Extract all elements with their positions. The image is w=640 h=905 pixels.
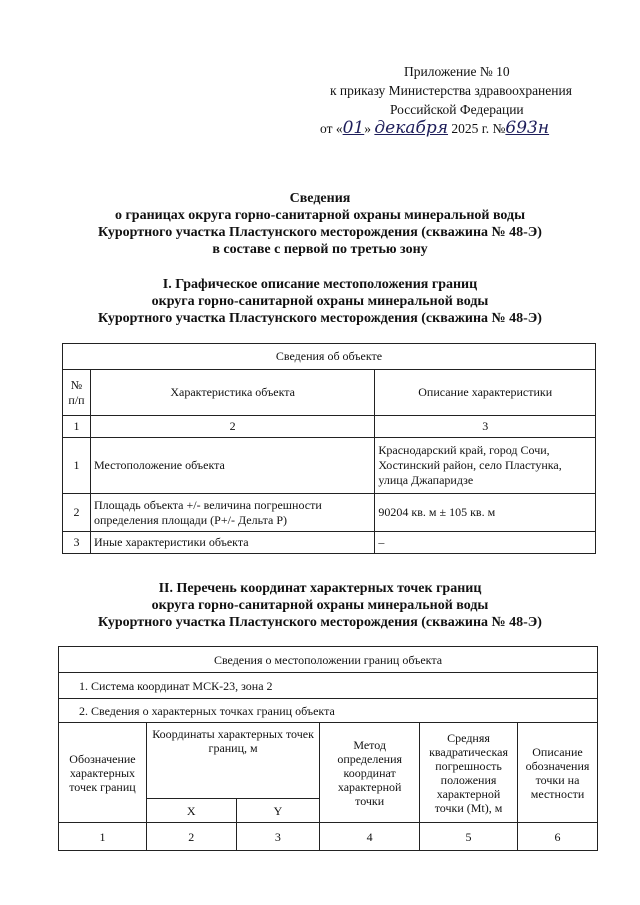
- table1-header-description: Описание характеристики: [375, 370, 596, 416]
- row-value: 90204 кв. м ± 105 кв. м: [375, 494, 596, 532]
- colnum-2: 2: [146, 823, 236, 851]
- object-info-table: [62, 343, 596, 554]
- row-number: 1: [63, 438, 91, 494]
- title-line-3: Курортного участка Пластунского месторождения (скважина № 48-Э): [98, 225, 542, 240]
- section-1-line-1: I. Графическое описание местоположения границ: [162, 277, 478, 292]
- table-row: [63, 438, 596, 494]
- table-row: [63, 494, 596, 532]
- header-description: Описание обозначения точки на местности: [518, 723, 598, 823]
- date-year: 2025 г. №: [451, 121, 506, 136]
- coordinates-table: [58, 646, 598, 851]
- handwritten-number: 693н: [505, 118, 550, 138]
- row-number: 2: [63, 494, 91, 532]
- date-mid: »: [364, 121, 371, 136]
- header-coordinates: Координаты характерных точек границ, м: [146, 723, 319, 799]
- table1-colnum-2: 2: [90, 416, 374, 438]
- row-value: –: [375, 532, 596, 554]
- table2-caption: Сведения о местоположении границ объекта: [59, 647, 598, 673]
- colnum-3: 3: [236, 823, 320, 851]
- appendix-line-3: Российской Федерации: [390, 102, 524, 117]
- header-method: Метод определения координат характерной точки: [320, 723, 420, 823]
- table1-colnum-3: 3: [375, 416, 596, 438]
- section-1-line-3: Курортного участка Пластунского месторождения (скважина № 48-Э): [98, 311, 542, 326]
- table1-header-characteristic: Характеристика объекта: [90, 370, 374, 416]
- coordinate-system-row: 1. Система координат МСК-23, зона 2: [59, 673, 598, 699]
- row-number: 3: [63, 532, 91, 554]
- title-line-2: о границах округа горно-санитарной охраны минеральной воды: [114, 208, 526, 223]
- header-x: X: [146, 799, 236, 823]
- title-line-1: Сведения: [289, 191, 351, 206]
- colnum-1: 1: [59, 823, 147, 851]
- row-characteristic: Площадь объекта +/- величина погрешности определения площади (Р+/- Дельта Р): [90, 494, 374, 532]
- section-2-line-3: Курортного участка Пластунского месторождения (скважина № 48-Э): [98, 615, 542, 630]
- table-row: [59, 823, 598, 851]
- appendix-line-2: к приказу Министерства здравоохранения: [330, 83, 572, 98]
- row-characteristic: Иные характеристики объекта: [90, 532, 374, 554]
- row-characteristic: Местоположение объекта: [90, 438, 374, 494]
- header-y: Y: [236, 799, 320, 823]
- table1-colnum-1: 1: [63, 416, 91, 438]
- header-point-designation: Обозначение характерных точек границ: [59, 723, 147, 823]
- title-line-4: в составе с первой по третью зону: [212, 242, 428, 257]
- colnum-4: 4: [320, 823, 420, 851]
- colnum-5: 5: [420, 823, 518, 851]
- section-2-line-1: II. Перечень координат характерных точек границ: [158, 581, 482, 596]
- points-info-row: 2. Сведения о характерных точках границ объекта: [59, 699, 598, 723]
- section-1-title: [0, 276, 640, 327]
- appendix-line-1: Приложение № 10: [404, 64, 510, 79]
- handwritten-month: декабря: [374, 118, 449, 138]
- colnum-6: 6: [518, 823, 598, 851]
- appendix-date-line: [320, 119, 620, 138]
- appendix-header: [320, 62, 620, 138]
- header-error: Средняя квадратическая погрешность положения характерной точки (Mt), м: [420, 723, 518, 823]
- section-1-line-2: округа горно-санитарной охраны минеральной воды: [151, 294, 489, 309]
- section-2-line-2: округа горно-санитарной охраны минеральной воды: [151, 598, 489, 613]
- table-row: [63, 532, 596, 554]
- table1-header-number: № п/п: [63, 370, 91, 416]
- table1-caption: Сведения об объекте: [63, 344, 596, 370]
- document-title: [0, 190, 640, 258]
- row-value: Краснодарский край, город Сочи, Хостинский район, село Пластунка, улица Джапаридзе: [375, 438, 596, 494]
- handwritten-day: 01: [342, 118, 365, 138]
- date-prefix: от «: [320, 121, 343, 136]
- section-2-title: [0, 580, 640, 631]
